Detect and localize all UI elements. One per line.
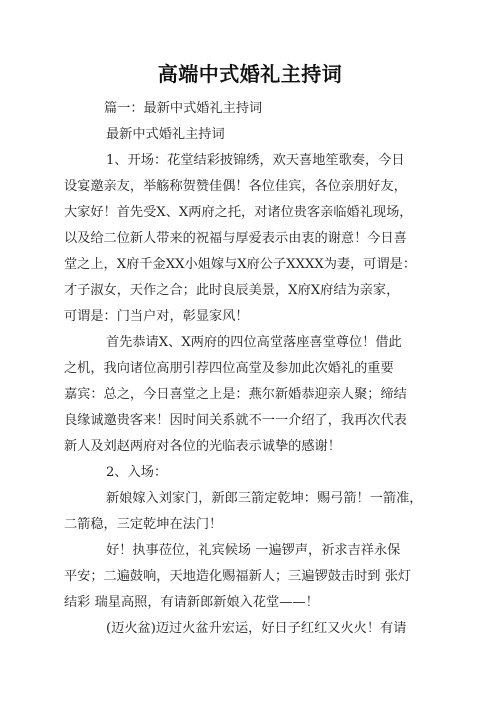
- paragraph-line: 良缘诚邀贵客来！因时间关系就不一一介绍了，我再次代表: [64, 413, 407, 428]
- paragraph-line: 好！执事莅位，礼宾候场 一遍锣声，祈求吉祥永保: [106, 543, 401, 558]
- paragraph-line: 1、开场：花堂结彩披锦绣，欢天喜地笙歌奏，今日: [106, 153, 405, 168]
- section-heading: 篇一：最新中式婚礼主持词: [104, 101, 263, 116]
- paragraph-line: 新娘嫁入刘家门，新郎三箭定乾坤：赐弓箭！一箭准，: [106, 491, 423, 506]
- paragraph-line: 结彩 瑞星高照，有请新郎新娘入花堂——！: [64, 595, 319, 610]
- paragraph-line: 新人及刘赵两府对各位的光临表示诚挚的感谢！: [64, 439, 341, 454]
- paragraph-line: 堂之上，X府千金XX小姐嫁与X府公子XXXX为妻，可谓是：: [64, 257, 417, 272]
- paragraph-line: 可谓是：门当户对，彰显家风！: [64, 309, 249, 324]
- paragraph-line: 以及给二位新人带来的祝福与厚爱表示由衷的谢意！今日喜: [64, 231, 407, 246]
- paragraph-line: 设宴邀亲友，举觞称贺赞佳偶！各位佳宾，各位亲朋好友，: [64, 179, 407, 194]
- sub-heading: 最新中式婚礼主持词: [106, 127, 225, 142]
- paragraph-line: 平安；二遍鼓响，天地造化赐福新人；三遍锣鼓击时到 张灯: [64, 569, 412, 584]
- paragraph-line: 大家好！首先受X、X两府之托，对诸位贵客亲临婚礼现场，: [64, 205, 413, 220]
- paragraph-line: 之机，我向诸位高朋引荐四位高堂及参加此次婚礼的重要: [64, 361, 394, 376]
- section-heading: 2、入场：: [106, 465, 168, 480]
- paragraph-line: 二箭稳，三定乾坤在法门！: [64, 517, 223, 532]
- paragraph-line: (迈火盆)迈过火盆升宏运，好日子红红又火火！有请: [106, 621, 407, 636]
- paragraph-line: 嘉宾：总之，今日喜堂之上是：燕尔新婚恭迎亲人聚；缔结: [64, 387, 407, 402]
- paragraph-line: 首先恭请X、X两府的四位高堂落座喜堂尊位！借此: [106, 335, 402, 350]
- document-title: 高端中式婚礼主持词: [157, 62, 343, 86]
- paragraph-line: 才子淑女，天作之合；此时良辰美景，X府X府结为亲家，: [64, 283, 400, 298]
